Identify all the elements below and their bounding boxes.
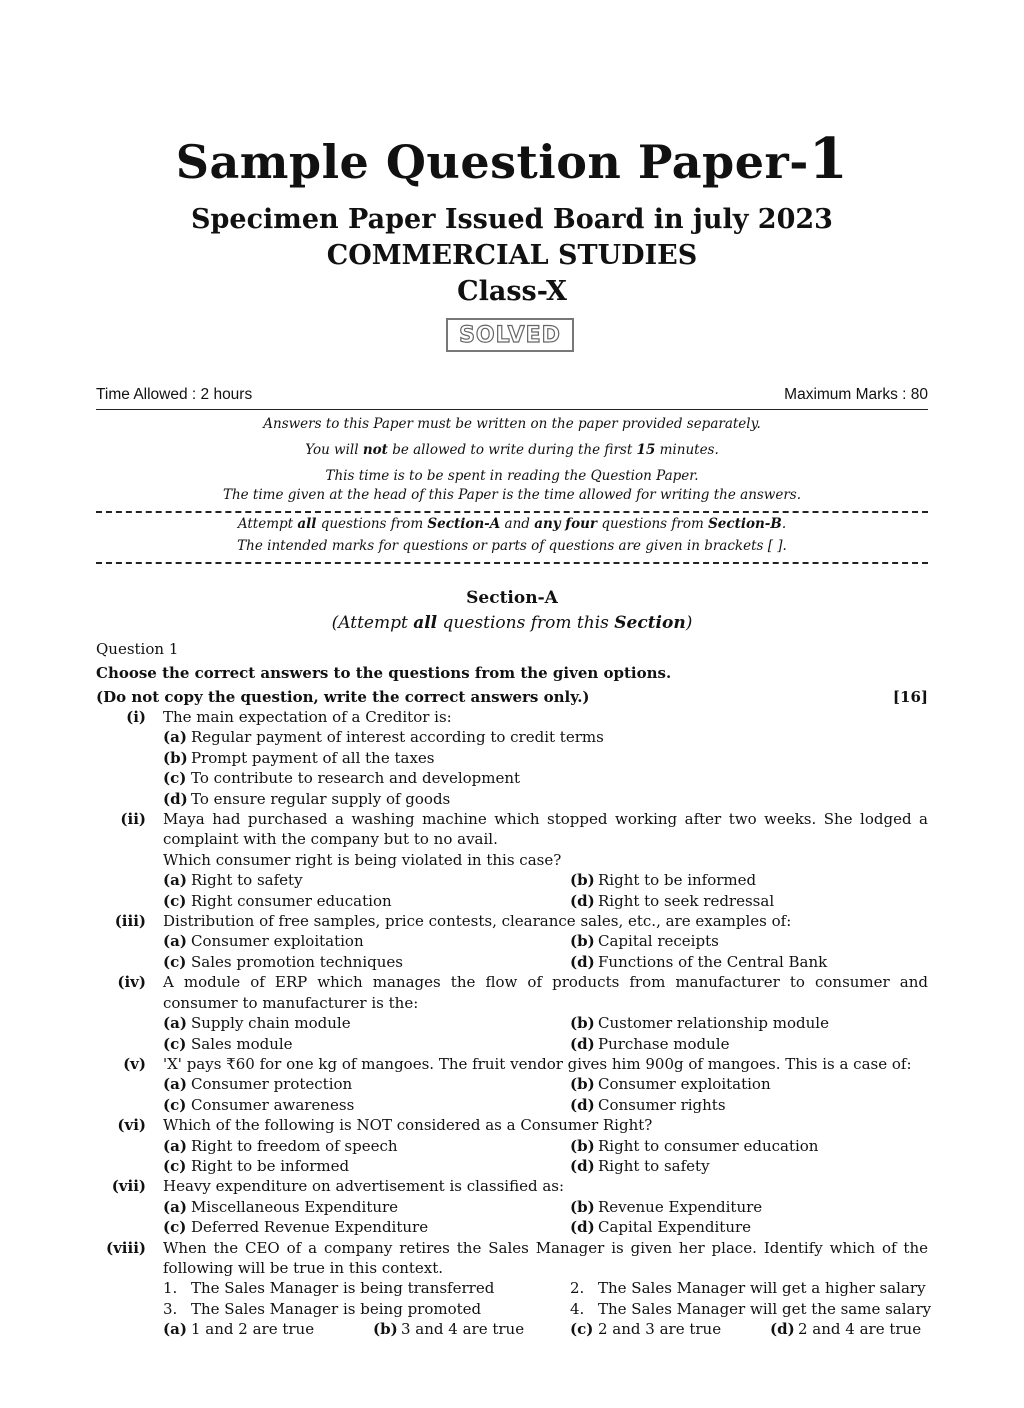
section-instruction bbox=[0, 613, 1024, 633]
instr2-part: You will bbox=[305, 442, 363, 458]
option-label: (c) bbox=[163, 1034, 187, 1053]
option-text: Right to consumer education bbox=[598, 1136, 819, 1155]
question-text: A module of ERP which manages the flow of products from manufacturer to consumer and consumer to manufacturer is the: bbox=[163, 973, 928, 1012]
question-label: Question 1 bbox=[96, 640, 179, 658]
instr5-part: questions from bbox=[316, 516, 428, 532]
question-text: 'X' pays ₹60 for one kg of mangoes. The fruit vendor gives him 900g of mangoes. This is a case of: bbox=[163, 1054, 912, 1073]
option-text: To contribute to research and development bbox=[191, 769, 521, 788]
option bbox=[163, 952, 570, 972]
option bbox=[163, 748, 995, 768]
option bbox=[163, 1074, 570, 1094]
option bbox=[163, 1319, 373, 1339]
statements bbox=[163, 1278, 932, 1319]
statement-label: 1. bbox=[163, 1279, 178, 1298]
instruction-line-2 bbox=[96, 442, 928, 458]
option-label: (d) bbox=[570, 1156, 595, 1175]
instr2-part: minutes. bbox=[655, 442, 719, 458]
question-text: Which of the following is NOT considered as a Consumer Right? bbox=[163, 1116, 653, 1135]
question-item bbox=[96, 809, 928, 911]
option-text: Supply chain module bbox=[191, 1014, 351, 1033]
option bbox=[163, 1013, 570, 1033]
dashed-divider bbox=[96, 511, 928, 513]
statement-text: The Sales Manager will get the same salary bbox=[598, 1299, 932, 1318]
option-text: Purchase module bbox=[598, 1034, 730, 1053]
question-number: (ii) bbox=[120, 810, 146, 829]
instr5-part: . bbox=[781, 516, 787, 532]
options bbox=[163, 1074, 928, 1115]
instr5-section-b: Section-B bbox=[708, 516, 782, 532]
option-label: (b) bbox=[570, 1197, 595, 1216]
option bbox=[373, 1319, 570, 1339]
option-label: (a) bbox=[163, 1136, 187, 1155]
option-label: (b) bbox=[570, 1075, 595, 1094]
instr5-section-a: Section-A bbox=[427, 516, 501, 532]
question-marks: [16] bbox=[892, 688, 928, 706]
option bbox=[570, 1013, 995, 1033]
option-label: (a) bbox=[163, 1075, 187, 1094]
option-text: Right to safety bbox=[598, 1156, 710, 1175]
option-label: (d) bbox=[770, 1320, 795, 1339]
statement bbox=[163, 1278, 570, 1298]
instr2-not: not bbox=[362, 442, 388, 458]
question-text: Distribution of free samples, price contests, clearance sales, etc., are examples of: bbox=[163, 912, 792, 931]
question-note: (Do not copy the question, write the correct answers only.) bbox=[96, 688, 590, 706]
option-label: (a) bbox=[163, 1320, 187, 1339]
section-sub-section: Section bbox=[614, 613, 686, 633]
instr5-any-four: any four bbox=[534, 516, 598, 532]
option-text: 2 and 4 are true bbox=[798, 1320, 922, 1339]
instr5-all: all bbox=[297, 516, 317, 532]
option bbox=[570, 1095, 995, 1115]
option-label: (b) bbox=[163, 748, 188, 767]
option-label: (c) bbox=[163, 891, 187, 910]
option bbox=[163, 727, 995, 747]
statement-text: The Sales Manager is being promoted bbox=[191, 1299, 482, 1318]
question-item bbox=[96, 1176, 928, 1237]
option-label: (c) bbox=[163, 769, 187, 788]
option-label: (a) bbox=[163, 1014, 187, 1033]
option-text: Consumer rights bbox=[598, 1095, 726, 1114]
instr5-part: and bbox=[500, 516, 535, 532]
option bbox=[163, 891, 570, 911]
option-label: (b) bbox=[570, 1136, 595, 1155]
option-label: (c) bbox=[570, 1320, 594, 1339]
question-number: (iii) bbox=[114, 912, 146, 931]
option-label: (a) bbox=[163, 728, 187, 747]
statement-text: The Sales Manager is being transferred bbox=[191, 1279, 495, 1298]
paper-title bbox=[0, 126, 1024, 192]
options bbox=[163, 870, 928, 911]
question-number: (viii) bbox=[105, 1238, 146, 1257]
option bbox=[163, 1217, 570, 1237]
option-label: (b) bbox=[570, 871, 595, 890]
instruction-line-3: This time is to be spent in reading the Question Paper. bbox=[325, 468, 699, 484]
option-label: (a) bbox=[163, 871, 187, 890]
option-text: Customer relationship module bbox=[598, 1014, 829, 1033]
option-text: Miscellaneous Expenditure bbox=[191, 1197, 399, 1216]
option-text: Prompt payment of all the taxes bbox=[191, 748, 435, 767]
section-sub-part: ) bbox=[685, 613, 693, 633]
question-text: Heavy expenditure on advertisement is classified as: bbox=[163, 1177, 565, 1196]
option bbox=[163, 768, 995, 788]
question-number: (vii) bbox=[111, 1177, 146, 1196]
option-text: Right to seek redressal bbox=[598, 891, 775, 910]
instruction-line-5 bbox=[96, 516, 928, 532]
option-label: (a) bbox=[163, 1197, 187, 1216]
option-text: Sales module bbox=[191, 1034, 293, 1053]
option-text: Sales promotion techniques bbox=[191, 952, 403, 971]
option bbox=[570, 1074, 995, 1094]
option bbox=[570, 870, 995, 890]
statement bbox=[570, 1299, 995, 1319]
question-item bbox=[96, 1238, 932, 1340]
statement-label: 2. bbox=[570, 1279, 585, 1298]
options bbox=[163, 1319, 928, 1339]
option bbox=[163, 1197, 570, 1217]
option bbox=[770, 1319, 995, 1339]
options bbox=[163, 1197, 928, 1238]
paper-title-text: Sample Question Paper- bbox=[175, 135, 809, 189]
option bbox=[570, 891, 995, 911]
option bbox=[570, 1319, 770, 1339]
section-title: Section-A bbox=[466, 588, 558, 608]
instruction-line-1: Answers to this Paper must be written on the paper provided separately. bbox=[263, 416, 761, 432]
options bbox=[163, 1136, 928, 1177]
subject-name: COMMERCIAL STUDIES bbox=[326, 240, 698, 271]
option-label: (c) bbox=[163, 1156, 187, 1175]
option bbox=[163, 870, 570, 890]
options bbox=[163, 931, 928, 972]
option-text: Consumer exploitation bbox=[191, 932, 364, 951]
option-label: (d) bbox=[570, 891, 595, 910]
option bbox=[163, 1095, 570, 1115]
paper-number: 1 bbox=[808, 126, 849, 192]
instruction-line-4: The time given at the head of this Paper is the time allowed for writing the answers. bbox=[222, 487, 802, 503]
option-label: (d) bbox=[570, 952, 595, 971]
maximum-marks: Maximum Marks : 80 bbox=[784, 386, 928, 403]
option-text: Right to safety bbox=[191, 871, 303, 890]
option-text: Right to freedom of speech bbox=[191, 1136, 398, 1155]
statement-label: 3. bbox=[163, 1299, 178, 1318]
option-label: (b) bbox=[570, 932, 595, 951]
instr5-part: Attempt bbox=[237, 516, 298, 532]
question-list bbox=[96, 707, 932, 1340]
section-sub-part: (Attempt bbox=[331, 613, 414, 633]
option-text: To ensure regular supply of goods bbox=[191, 789, 451, 808]
instr5-part: questions from bbox=[597, 516, 709, 532]
option-label: (c) bbox=[163, 952, 187, 971]
option-label: (d) bbox=[570, 1095, 595, 1114]
question-number: (vi) bbox=[117, 1116, 146, 1135]
top-divider bbox=[96, 409, 928, 410]
option bbox=[163, 1034, 570, 1054]
option-text: Right consumer education bbox=[191, 891, 392, 910]
option-text: Capital Expenditure bbox=[598, 1218, 752, 1237]
options bbox=[163, 1013, 928, 1054]
option-text: Functions of the Central Bank bbox=[598, 952, 828, 971]
option bbox=[163, 789, 995, 809]
statement bbox=[163, 1299, 570, 1319]
option-text: Regular payment of interest according to credit terms bbox=[191, 728, 604, 747]
option-text: Right to be informed bbox=[191, 1156, 350, 1175]
dashed-divider bbox=[96, 562, 928, 564]
instr2-minutes: 15 bbox=[636, 442, 656, 458]
option-text: Deferred Revenue Expenditure bbox=[191, 1218, 429, 1237]
instruction-line-6: The intended marks for questions or parts of questions are given in brackets [ ]. bbox=[237, 538, 787, 554]
statement-label: 4. bbox=[570, 1299, 585, 1318]
question-instruction: Choose the correct answers to the questions from the given options. bbox=[96, 664, 672, 682]
option bbox=[570, 931, 995, 951]
option-label: (a) bbox=[163, 932, 187, 951]
question-item bbox=[96, 972, 928, 1054]
option bbox=[570, 952, 995, 972]
section-sub-part: questions from this bbox=[437, 613, 615, 633]
option bbox=[570, 1034, 995, 1054]
option bbox=[570, 1197, 995, 1217]
question-item bbox=[96, 1054, 928, 1115]
option-text: 3 and 4 are true bbox=[401, 1320, 525, 1339]
solved-badge bbox=[446, 318, 574, 352]
statement-text: The Sales Manager will get a higher salary bbox=[598, 1279, 926, 1298]
option-text: Consumer exploitation bbox=[598, 1075, 771, 1094]
option-label: (d) bbox=[570, 1218, 595, 1237]
section-sub-all: all bbox=[413, 613, 438, 633]
option-text: Capital receipts bbox=[598, 932, 719, 951]
paper-subtitle: Specimen Paper Issued Board in july 2023 bbox=[191, 204, 833, 235]
option-label: (c) bbox=[163, 1095, 187, 1114]
option bbox=[570, 1136, 995, 1156]
question-text: Maya had purchased a washing machine which stopped working after two weeks. She lodged a complaint with the company but to no avail. bbox=[163, 810, 928, 849]
question-item bbox=[96, 911, 928, 972]
option-label: (d) bbox=[570, 1034, 595, 1053]
class-name: Class-X bbox=[457, 276, 567, 307]
option bbox=[570, 1217, 995, 1237]
question-text: When the CEO of a company retires the Sales Manager is given her place. Identify which of the following will be true in this context. bbox=[163, 1238, 928, 1277]
option-text: 1 and 2 are true bbox=[191, 1320, 315, 1339]
question-item bbox=[96, 707, 928, 809]
option-label: (b) bbox=[570, 1014, 595, 1033]
option-text: Right to be informed bbox=[598, 871, 757, 890]
option bbox=[570, 1156, 995, 1176]
instr2-part: be allowed to write during the first bbox=[387, 442, 637, 458]
statement bbox=[570, 1278, 995, 1298]
option-label: (c) bbox=[163, 1218, 187, 1237]
option-label: (d) bbox=[163, 789, 188, 808]
question-number: (v) bbox=[123, 1054, 146, 1073]
option-text: Consumer protection bbox=[191, 1075, 353, 1094]
question-text: The main expectation of a Creditor is: bbox=[163, 708, 452, 726]
question-number: (iv) bbox=[117, 973, 146, 992]
option-label: (b) bbox=[373, 1320, 398, 1339]
time-allowed: Time Allowed : 2 hours bbox=[96, 386, 253, 403]
option bbox=[163, 1156, 570, 1176]
option-text: 2 and 3 are true bbox=[598, 1320, 722, 1339]
question-text-continued: Which consumer right is being violated in this case? bbox=[163, 850, 562, 869]
question-number: (i) bbox=[126, 708, 146, 726]
options bbox=[163, 727, 928, 809]
option bbox=[163, 931, 570, 951]
question-item bbox=[96, 1115, 928, 1176]
option-text: Consumer awareness bbox=[191, 1095, 355, 1114]
option bbox=[163, 1136, 570, 1156]
option-text: Revenue Expenditure bbox=[598, 1197, 763, 1216]
solved-badge-text: SOLVED bbox=[459, 322, 561, 348]
